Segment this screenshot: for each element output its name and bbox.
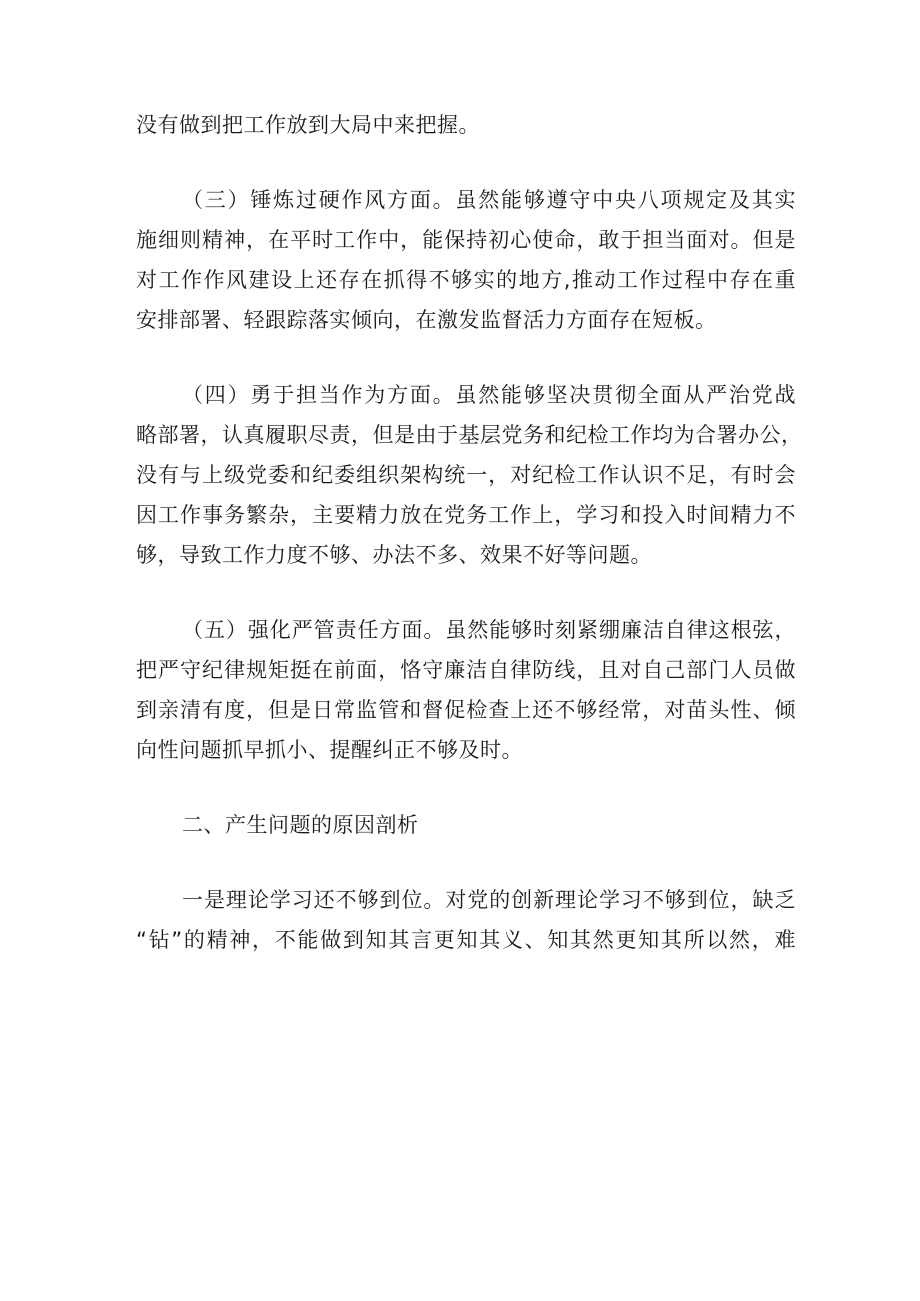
paragraph-line: （五）强化严管责任方面。虽然能够时刻紧绷廉洁自律这根弦，	[182, 618, 796, 642]
paragraph-line: （三）锤炼过硬作风方面。虽然能够遵守中央八项规定及其实	[182, 188, 796, 212]
paragraph-line: 安排部署、轻跟踪落实倾向，在激发监督活力方面存在短板。	[136, 308, 717, 332]
paragraph-line: 把严守纪律规矩挺在前面，恪守廉洁自律防线，且对自己部门人员做	[136, 658, 796, 682]
paragraph-line: 够，导致工作力度不够、办法不多、效果不好等问题。	[136, 543, 652, 567]
paragraph-line: 没有做到把工作放到大局中来把握。	[136, 113, 480, 137]
paragraph-line: 略部署，认真履职尽责，但是由于基层党务和纪检工作均为合署办公，	[136, 423, 803, 447]
paragraph-line: 没有与上级党委和纪委组织架构统一，对纪检工作认识不足，有时会	[136, 463, 796, 487]
paragraph-line: 到亲清有度，但是日常监管和督促检查上还不够经常，对苗头性、倾	[136, 698, 796, 722]
paragraph-line: （四）勇于担当作为方面。虽然能够坚决贯彻全面从严治党战	[182, 383, 796, 407]
paragraph-line: 一是理论学习还不够到位。对党的创新理论学习不够到位，缺乏	[182, 888, 796, 912]
paragraph-line: 向性问题抓早抓小、提醒纠正不够及时。	[136, 738, 523, 762]
paragraph-line: 因工作事务繁杂，主要精力放在党务工作上，学习和投入时间精力不	[136, 503, 796, 527]
paragraph-line: 施细则精神，在平时工作中，能保持初心使命，敢于担当面对。但是	[136, 228, 796, 252]
section-heading: 二、产生问题的原因剖析	[182, 813, 419, 837]
paragraph-line: “钻”的精神，不能做到知其言更知其义、知其然更知其所以然，难	[136, 928, 796, 952]
paragraph-line: 对工作作风建设上还存在抓得不够实的地方,推动工作过程中存在重	[136, 268, 796, 292]
